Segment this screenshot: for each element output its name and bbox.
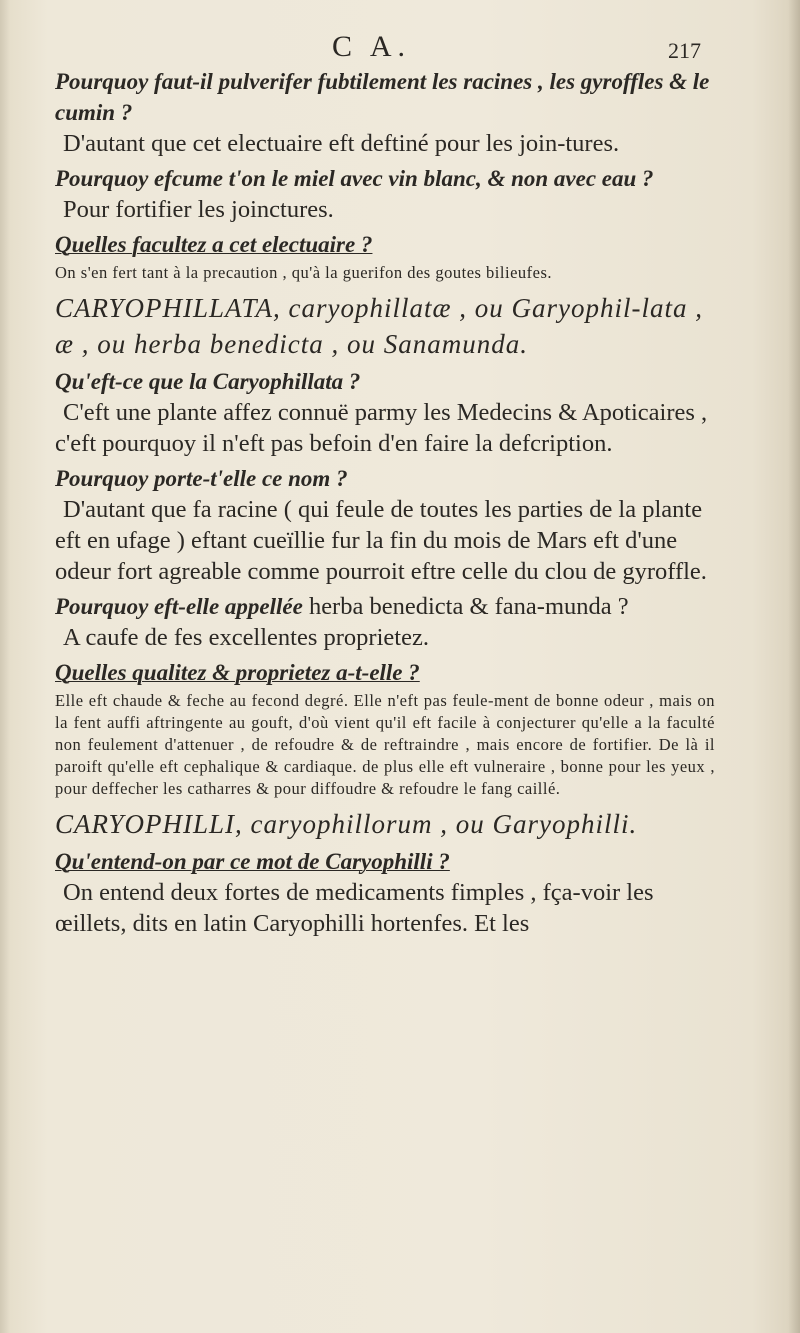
answer-8: On entend deux fortes de medicaments fimples , fça-voir les œillets, dits en latin Caryophilli hortenfes. Et les (55, 879, 654, 937)
page-body (55, 66, 715, 939)
answer-6: A caufe de fes excellentes proprietez. (63, 624, 429, 651)
running-head: C A. (332, 30, 412, 63)
question-7: Quelles qualitez & proprietez a-t-elle ? (55, 660, 420, 685)
question-3: Quelles facultez a cet electuaire ? (55, 232, 373, 257)
answer-7: Elle eft chaude & feche au fecond degré. Elle n'eft pas feule-ment de bonne odeur , mais on la fent auffi aftringente au gouft, d'où vient qu'il eft facile à conjecturer qu'elle a la faculté non feulement d'attenuer , de refoudre & de reftraindre , mais encore de fortifier. De là il paroift qu'elle eft cephalique & cardiaque. de plus elle eft vulneraire , bonne pour les yeux , pour deffecher les catharres & pour diffoudre & refoudre le fang caillé. (55, 691, 715, 798)
answer-1: D'autant que cet electuaire eft deftiné pour les join-tures. (63, 130, 620, 157)
section-heading-caryophilli-rest: , caryophillorum , ou Garyophilli. (235, 809, 638, 839)
question-2: Pourquoy efcume t'on le miel avec vin blanc, & non avec eau ? (55, 166, 654, 191)
page-shadow-right (788, 0, 800, 1333)
question-5: Pourquoy porte-t'elle ce nom ? (55, 466, 348, 491)
section-heading-caryophilli (55, 806, 715, 842)
answer-4: C'eft une plante affez connuë parmy les Medecins & Apoticaires , c'eft pourquoy il n'eft pas befoin d'en faire la defcription. (55, 399, 708, 457)
page-number: 217 (668, 38, 701, 63)
answer-2: Pour fortifier les joinctures. (63, 196, 334, 223)
section-heading-caryophilli-main: CARYOPHILLI (55, 809, 236, 839)
answer-5: D'autant que fa racine ( qui feule de toutes les parties de la plante eft en ufage ) eftant cueïllie fur la fin du mois de Mars eft d'une odeur fort agreable comme pourroit eftre celle du clou de gyroffle. (55, 496, 707, 585)
question-1: Pourquoy faut-il pulverifer fubtilement les racines , les gyroffles & le cumin ? (55, 69, 710, 125)
page-header (0, 30, 800, 70)
question-4: Qu'eft-ce que la Caryophillata ? (55, 369, 361, 394)
question-6 (55, 591, 715, 622)
section-heading-caryophillata (55, 290, 715, 362)
question-6-rest: herba benedicta & fana-munda ? (302, 593, 629, 620)
page-shadow-left (0, 0, 10, 1333)
section-heading-caryophillata-rest: , caryophillatæ , ou Garyophil-lata , æ , ou herba benedicta , ou Sanamunda. (55, 293, 704, 359)
question-6-italic: Pourquoy eft-elle appellée (55, 594, 303, 619)
section-heading-caryophillata-main: CARYOPHILLATA (55, 293, 274, 323)
answer-3: On s'en fert tant à la precaution , qu'à la guerifon des goutes bilieufes. (55, 263, 553, 282)
question-8: Qu'entend-on par ce mot de Caryophilli ? (55, 849, 450, 874)
